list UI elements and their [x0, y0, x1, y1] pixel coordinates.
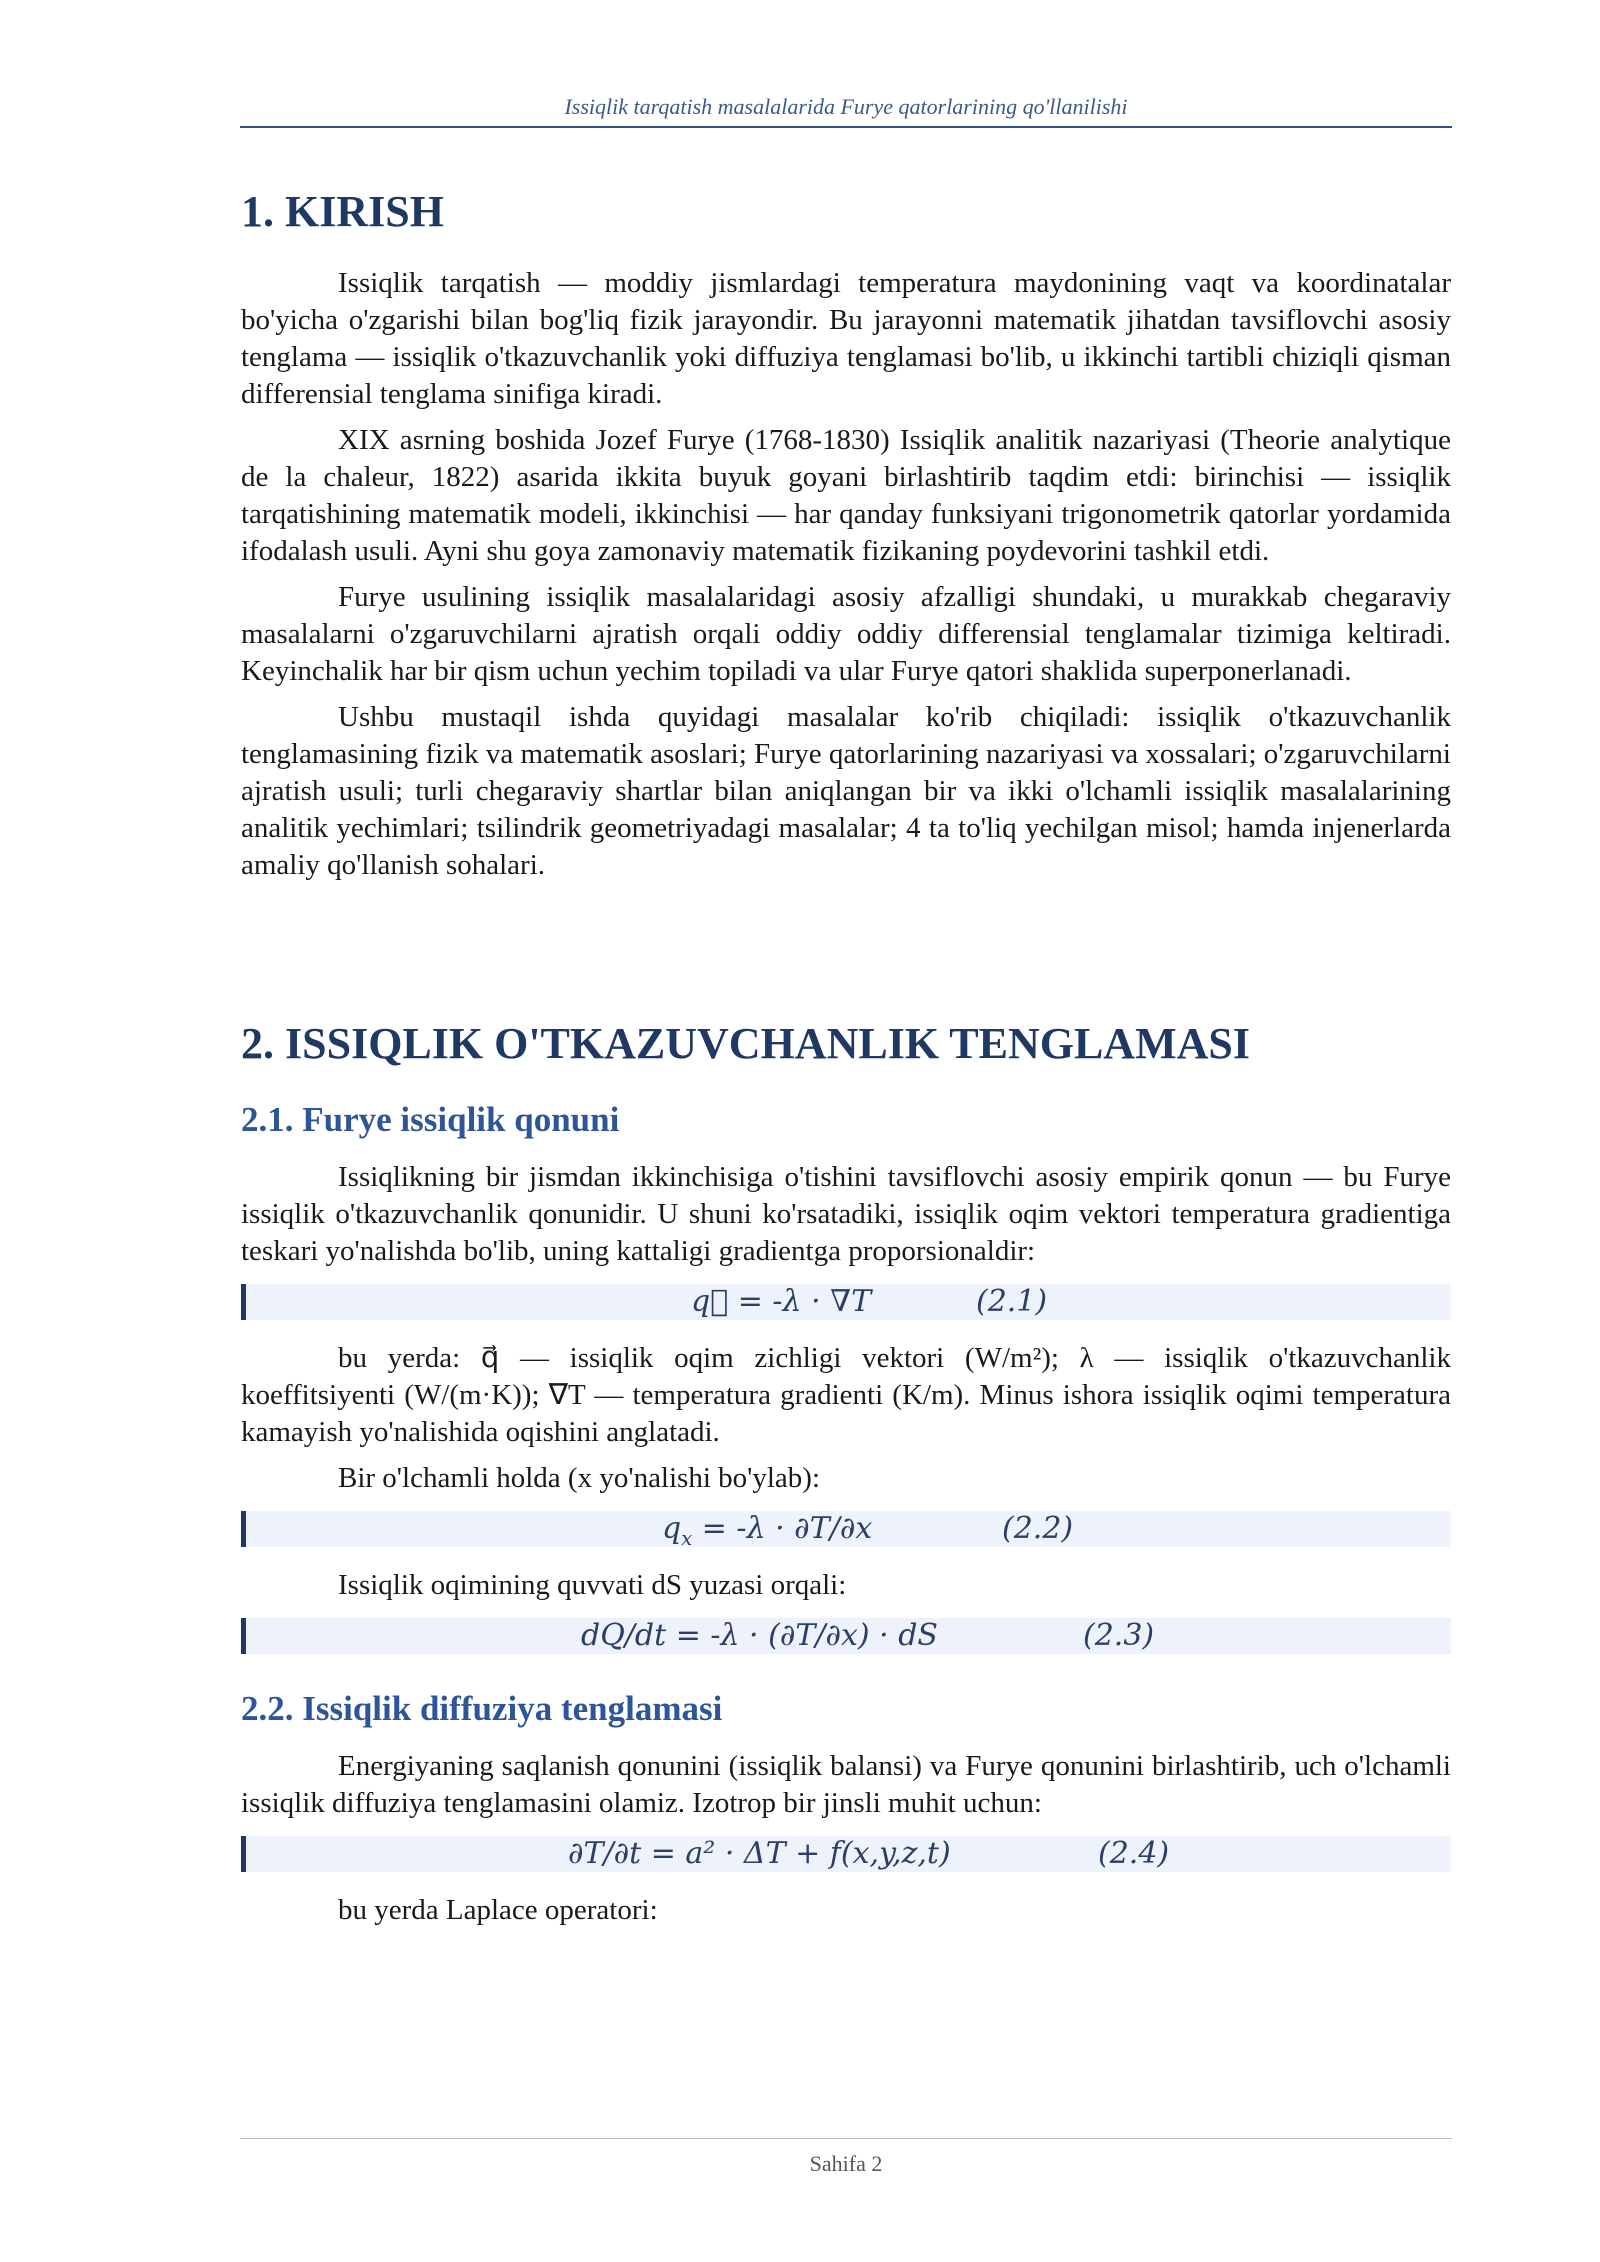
paragraph: Issiqlikning bir jismdan ikkinchisiga o'tishini tavsiflovchi asosiy empirik qonun — bu Furye issiqlik o'tkazuvchanlik qonunidir. U shuni ko'rsatadiki, issiqlik oqim vektori temperatura gradientiga teskari yo'nalishda bo'lib, uning kattaligi gradientga proporsionaldir:: [241, 1160, 1451, 1267]
paragraph: bu yerda Laplace operatori:: [338, 1893, 658, 1926]
paragraph: XIX asrning boshida Jozef Furye (1768-1830) Issiqlik analitik nazariyasi (Theorie analytique de la chaleur, 1822) asarida ikkita buyuk goyani birlashtirib taqdim etdi: birinchisi — issiqlik tarqatishining matematik modeli, ikkinchisi — har qanday funksiyani trigonometrik qatorlar yordamida ifodalash usuli. Ayni shu goya zamonaviy matematik fizikaning poydevorini tashkil etdi.: [241, 423, 1451, 567]
section-2-title: 2. ISSIQLIK O'TKAZUVCHANLIK TENGLAMASI: [241, 1018, 1250, 1068]
paragraph: bu yerda: q⃗ — issiqlik oqim zichligi vektori (W/m²); λ — issiqlik o'tkazuvchanlik koeffitsiyenti (W/(m·K)); ∇T — temperatura gradienti (K/m). Minus ishora issiqlik oqimi temperatura kamayish yo'nalishida oqishini anglatadi.: [241, 1341, 1451, 1448]
formula-expression: dQ/dt = -λ · (∂T/∂x) · dS: [581, 1617, 938, 1653]
formula-2-2: [241, 1510, 1451, 1550]
paragraph: Furye usulining issiqlik masalalaridagi asosiy afzalligi shundaki, u murakkab chegaraviy masalalarni o'zgaruvchilarni ajratish orqali oddiy oddiy differensial tenglamalar tizimiga keltiradi. Keyinchalik har bir qism uchun yechim topiladi va ular Furye qatori shaklida superponerlanadi.: [241, 580, 1451, 687]
formula-2-1: [241, 1284, 1451, 1320]
section-1-title: 1. KIRISH: [241, 187, 444, 236]
formula-2-3: [241, 1618, 1451, 1654]
formula-number: (2.3): [1083, 1617, 1155, 1653]
formula-expression: ∂T/∂t = a² · ΔT + f(x,y,z,t): [568, 1835, 951, 1871]
paragraph: Ushbu mustaqil ishda quyidagi masalalar ko'rib chiqiladi: issiqlik o'tkazuvchanlik tenglamasining fizik va matematik asoslari; Furye qatorlarining nazariyasi va xossalari; o'zgaruvchilarni ajratish usuli; turli chegaraviy shartlar bilan aniqlangan bir va ikki o'lchamli issiqlik masalalarining analitik yechimlari; tsilindrik geometriyadagi masalalar; 4 ta to'liq yechilgan misol; hamda injenerlarda amaliy qo'llanish sohalari.: [241, 700, 1451, 881]
paragraph: Issiqlik oqimining quvvati dS yuzasi orqali:: [338, 1568, 847, 1601]
page-content: [241, 186, 1451, 1938]
formula-rest: = -λ · ∂T/∂x: [692, 1510, 873, 1546]
formula-2-4: [241, 1836, 1451, 1872]
formula-subscript: x: [681, 1526, 693, 1550]
paragraph: Bir o'lchamli holda (x yo'nalishi bo'ylab):: [338, 1461, 821, 1494]
formula-number: (2.2): [1002, 1510, 1074, 1546]
running-header: Issiqlik tarqatish masalalarida Furye qatorlarining qo'llanilishi: [240, 94, 1452, 128]
formula-number: (2.4): [1098, 1835, 1170, 1871]
formula-expression: q⃗ = -λ · ∇T: [691, 1283, 872, 1319]
formula-symbol: q: [662, 1510, 682, 1546]
formula-expression: [662, 1511, 872, 1557]
formula-number: (2.1): [976, 1283, 1048, 1319]
paragraph: Energiyaning saqlanish qonunini (issiqlik balansi) va Furye qonunini birlashtirib, uch o'lchamli issiqlik diffuziya tenglamasini olamiz. Izotrop bir jinsli muhit uchun:: [241, 1749, 1451, 1819]
subsection-2-2-title: 2.2. Issiqlik diffuziya tenglamasi: [241, 1688, 723, 1728]
page-footer: Sahifa 2: [240, 2138, 1452, 2177]
paragraph: Issiqlik tarqatish — moddiy jismlardagi temperatura maydonining vaqt va koordinatalar bo'yicha o'zgarishi bilan bog'liq fizik jarayondir. Bu jarayonni matematik jihatdan tavsiflovchi asosiy tenglama — issiqlik o'tkazuvchanlik yoki diffuziya tenglamasi bo'lib, u ikkinchi tartibli chiziqli qisman differensial tenglama sinifiga kiradi.: [241, 266, 1451, 410]
subsection-2-1-title: 2.1. Furye issiqlik qonuni: [241, 1099, 620, 1139]
